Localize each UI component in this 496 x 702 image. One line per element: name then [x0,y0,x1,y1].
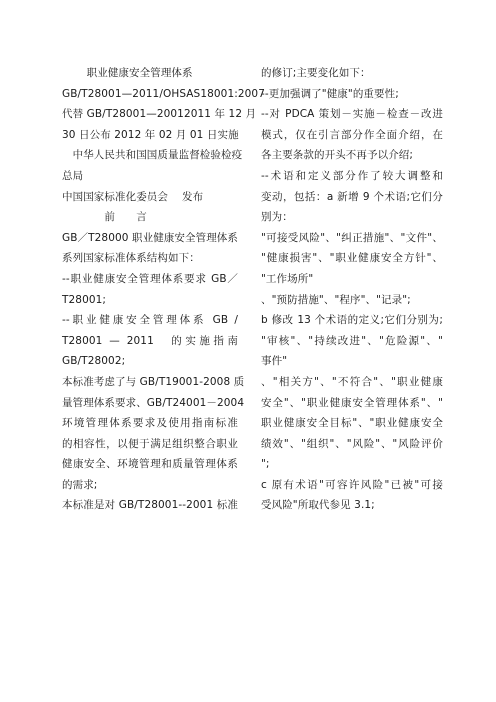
text-line: 的相容性，以便于满足组织整合职业 [62,437,238,450]
right-column [261,63,443,516]
text-line: 别为： [261,211,293,224]
text-line: "审核"、"持续改进"、"危险源"、" [261,334,443,347]
text-line: 事件" [261,355,288,368]
text-line: 系列国家标准体系结构如下： [62,252,200,265]
text-line: GB/T28002; [62,355,126,368]
text-line: "工作场所" [261,272,314,285]
text-line: c 原有术语"可容许风险"已被"可接 [261,478,443,491]
text-line: 、"相关方"、"不符合"、"职业健康 [261,375,443,388]
text-line: 30 日公布 2012 年 02 月 01 日实施 [62,128,239,141]
text-line: 职业健康安全目标"、"职业健康安全 [261,417,443,430]
text-line: 各主要条款的开头不再予以介绍; [261,149,414,162]
text-line: 健康安全、环境管理和质量管理体系 [62,458,238,471]
text-line: 安全"、"职业健康安全管理体系"、" [261,396,443,409]
text-line: --术语和定义部分作了较大调整和 [261,169,443,182]
text-line: b 修改 13 个术语的定义;它们分别为; [261,314,443,327]
text-line: 本标准考虑了与 GB/T19001-2008 质 [62,375,245,388]
text-line: 的需求; [62,478,98,491]
text-line: "; [261,458,270,471]
text-line: --职业健康安全管理体系要求 GB／ [62,272,238,285]
text-line: --职业健康安全管理体系 GB / [62,314,238,327]
text-line: "健康损害"、"职业健康安全方针"、 [261,252,443,265]
text-line: "可接受风险"、"纠正措施"、"文件"、 [261,231,443,244]
text-line: --对 PDCA 策划－实施－检查－改进 [261,108,443,121]
title-line: 职业健康安全管理体系 [62,67,193,79]
text-line: 的修订;主要变化如下： [261,67,371,79]
text-line: 量管理体系要求、GB/T24001－2004 [62,396,245,409]
left-column [62,63,265,516]
text-line: 受风险"所取代参见 3.1; [261,499,375,512]
text-line: 代替 GB/T28001—20012011 年 12 月 [62,108,257,121]
text-line: 中华人民共和国国质量监督检验检疫 [62,149,243,162]
text-line: 绩效"、"组织"、"风险"、"风险评价 [261,437,443,450]
text-line: 环境管理体系要求及使用指南标准 [62,417,238,430]
text-line: 、"预防措施"、"程序"、"记录"; [261,293,411,306]
foreword-heading: 前 言 [62,211,147,224]
text-line: 本标准是对 GB/T28001--2001 标准 [62,499,238,512]
text-line: T28001; [62,293,107,306]
text-line: T28001 — 2011 的实施指南 [62,334,238,347]
text-line: GB/T28001—2011/OHSAS18001:2007 [62,87,265,100]
text-line: 变动，包括：a 新增 9 个术语;它们分 [261,190,443,203]
text-line: GB／T28000 职业健康安全管理体系 [62,231,238,244]
text-line: 中国国家标准化委员会 发布 [62,190,204,203]
text-line: 模式，仅在引言部分作全面介绍，在 [261,128,443,141]
text-line: --更加强调了"健康"的重要性; [261,87,399,100]
text-line: 总局 [62,169,84,182]
